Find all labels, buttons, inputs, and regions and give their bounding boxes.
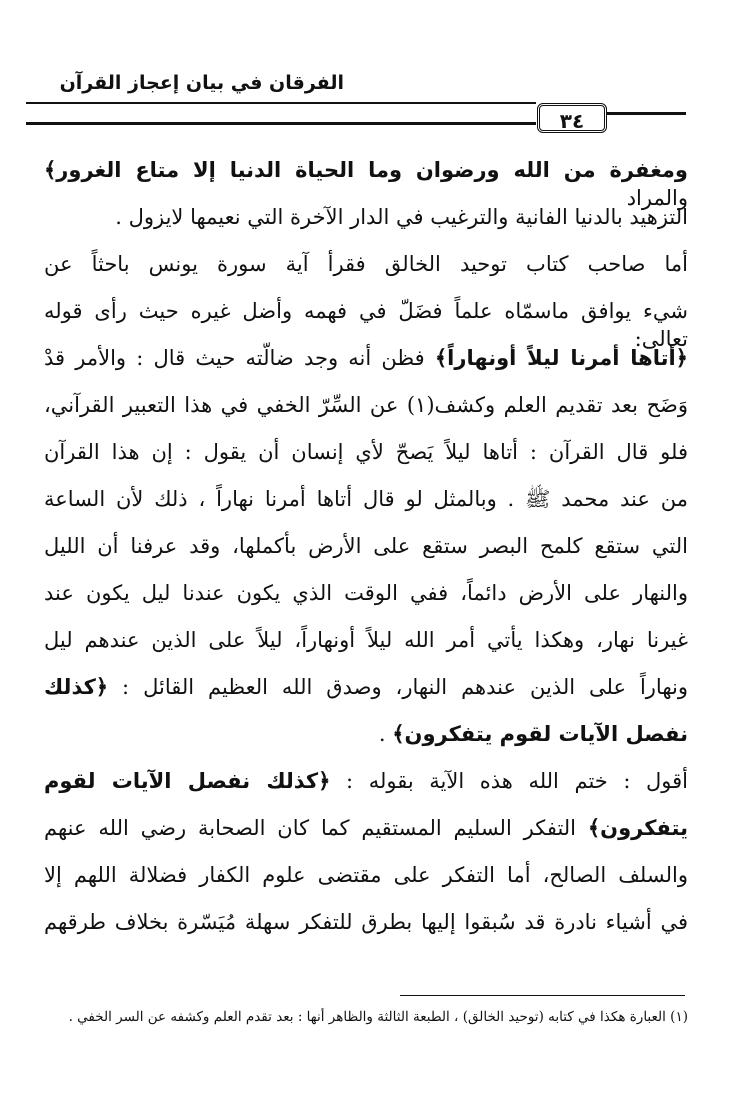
text-line: نفصل الآيات لقوم يتفكرون﴾ . [378,722,688,746]
text-line: التزهيد بالدنيا الفانية والترغيب في الدار الآخرة التي نعيمها لايزول . [115,205,688,229]
text-line: والسلف الصالح، أما التفكر على مقتضى علوم الكفار فضلالة اللهم إلا [44,863,688,887]
text-line: من عند محمد ﷺ . وبالمثل لو قال أتاها أمرنا نهاراً ، ذلك لأن الساعة [44,487,688,511]
quran-quote: ﴿أتاها أمرنا ليلاً أونهاراً﴾ [434,346,688,370]
quran-quote: يتفكرون﴾ [587,816,688,840]
text-line: والنهار على الأرض دائماً، ففي الوقت الذي يكون عندنا ليل يكون عند [44,581,688,605]
text-line: غيرنا نهار، وهكذا يأتي أمر الله ليلاً أونهاراً، ليلاً على الذين عندهم ليل [44,628,688,652]
quran-quote: ﴿كذلك [44,675,109,699]
footnote: (١) العبارة هكذا في كتابه (توحيد الخالق) ، الطبعة الثالثة والظاهر أنها : بعد تقدم العلم وكشفه عن السر الخفي . [68,1009,688,1025]
text-line: في أشياء نادرة قد سُبقوا إليها بطرق للتفكر سهلة مُيَسّرة بخلاف طرقهم [44,910,688,934]
quran-quote: ﴿كذلك نفصل الآيات لقوم [44,769,331,793]
text-line: أما صاحب كتاب توحيد الخالق فقرأ آية سورة يونس باحثاً عن [44,252,688,276]
text-line: ونهاراً على الذين عندهم النهار، وصدق الله العظيم القائل : ﴿كذلك [44,675,688,699]
text-line: ومغفرة من الله ورضوان وما الحياة الدنيا إلا متاع الغرور﴾ والمراد [44,158,688,210]
text-line: فلو قال القرآن : أتاها ليلاً يَصحّ لأي إنسان أن يقول : إن هذا القرآن [44,440,688,464]
quran-quote: ومغفرة من الله ورضوان وما الحياة الدنيا إلا متاع الغرور﴾ [44,158,688,182]
page-number: ٣٤ [537,103,607,133]
footnote-divider [400,995,685,996]
text-line: يتفكرون﴾ التفكر السليم المستقيم كما كان الصحابة رضي الله عنهم [44,816,688,840]
quran-quote: نفصل الآيات لقوم يتفكرون﴾ [392,722,688,746]
running-header-title: الفرقان في بيان إعجاز القرآن [59,72,344,94]
header-rule-bottom [26,122,536,125]
text-line: وَضَح بعد تقديم العلم وكشف(١) عن السِّرّ الخفي في هذا التعبير القرآني، [44,393,688,417]
text-line: شيء يوافق ماسمّاه علماً فضَلّ في فهمه وأضل غيره حيث رأى قوله تعالى: [44,299,688,351]
text-line: ﴿أتاها أمرنا ليلاً أونهاراً﴾ فظن أنه وجد ضالّته حيث قال : والأمر قدْ [44,346,688,370]
header-rule-top [26,102,536,104]
text-line: التي ستقع كلمح البصر ستقع على الأرض بأكملها، وقد عرفنا أن الليل [44,534,688,558]
header-rule-right [607,112,686,115]
text-line: أقول : ختم الله هذه الآية بقوله : ﴿كذلك نفصل الآيات لقوم [44,769,688,793]
